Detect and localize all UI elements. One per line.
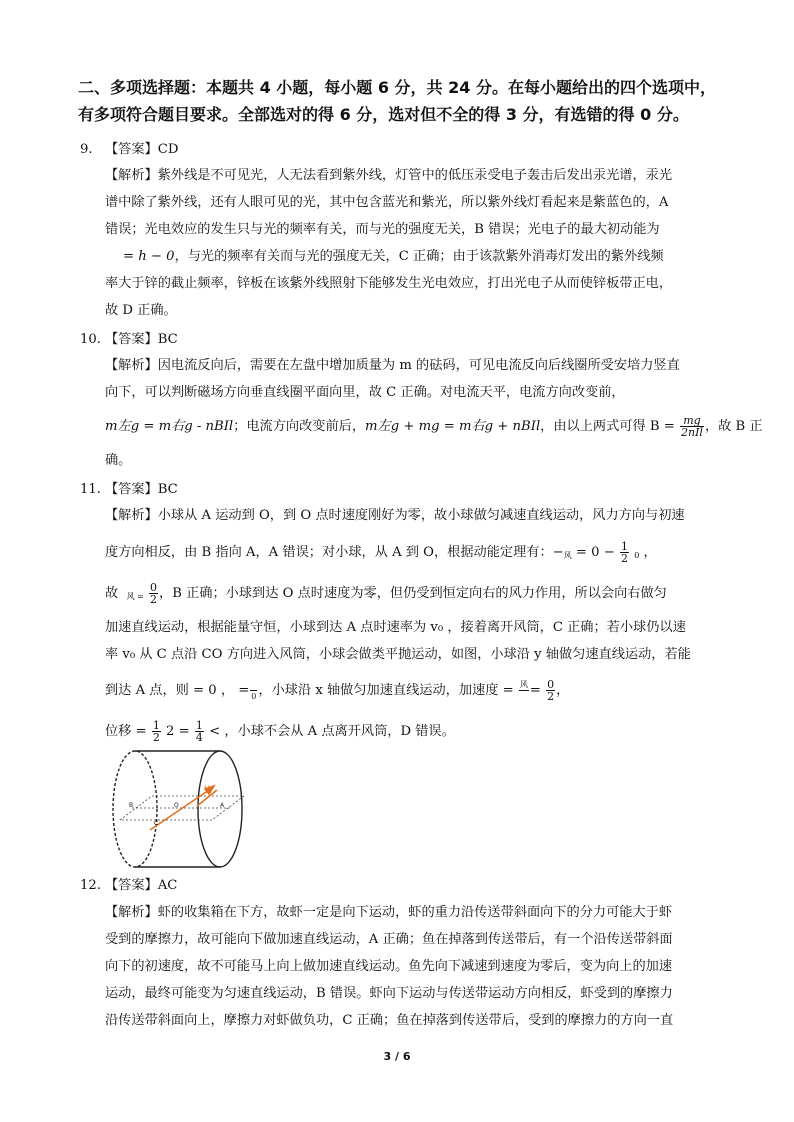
question-10-analysis-line: 向下，可以判断磁场方向垂直线圈平面向里，故 C 正确。对电流天平，电流方向改变前， (105, 385, 625, 400)
question-12-analysis-line: 运动，最终可能变为匀速直线运动，B 错误。虾向下运动与传送带运动方向相反，虾受到的摩擦力 (105, 986, 673, 1001)
question-10-analysis-line: m左g = m右g - nBIl；电流方向改变前后，m左g + mg = m右g + nBIl，由以上两式可得 B = $\frac{mg}{\text{2nIl}}$ ，故 B 正 (105, 414, 763, 439)
section-heading: 二、多项选择题：本题共 4 小题，每小题 6 分，共 24 分。在每小题给出的四个选项中，有多项符合题目要求。全部选对的得 6 分，选对但不全的得 3 分，有选错的得 0 分。 (78, 78, 716, 124)
question-9-analysis-line: 【解析】紫外线是不可见光，人无法看到紫外线，灯管中的低压汞受电子轰击后发出汞光谱，汞光 (105, 168, 673, 183)
question-9-analysis-line: 故 D 正确。 (105, 303, 177, 318)
label-y: y (204, 783, 210, 794)
question-9-answer: 【答案】CD (105, 142, 179, 157)
question-9-analysis-line: 错误；光电效应的发生只与光的频率有关，而与光的强度无关，B 错误；光电子的最大初动能为 (105, 222, 660, 237)
label-b: B (129, 802, 134, 809)
equation-after: m左g + mg = m右g + nBIl (365, 419, 541, 434)
question-12-analysis-line: 【解析】虾的收集箱在下方，故虾一定是向下运动，虾的重力沿传送带斜面向下的分力可能大于虾 (105, 905, 673, 920)
question-12-number: 12. (80, 878, 101, 893)
question-11-analysis-line: 度方向相反，由 B 指向 A，A 错误；对小球，从 A 到 O，根据动能定理有：$-_风 = 0$ − $\frac{1}{2}$ $_0$ ， (105, 540, 657, 565)
question-12-analysis-line: 受到的摩擦力，故可能向下做加速直线运动，A 正确；鱼在掉落到传送带后，有一个沿传送带斜面 (105, 932, 673, 947)
question-9-analysis-line: = h − 0，与光的频率有关而与光的强度无关，C 正确；由于该款紫外消毒灯发出的紫外线频 (123, 249, 664, 264)
question-9-analysis-line: 谱中除了紫外线，还有人眼可见的光，其中包含蓝光和紫光，所以紫外线灯看起来是紫蓝色的，A (105, 195, 669, 210)
question-9-analysis-line: 率大于锌的截止频率，锌板在该紫外线照射下能够发生光电效应，打出光电子从而使锌板带正电， (105, 276, 673, 291)
trajectory-arrow (150, 788, 212, 830)
question-10-analysis-line: 【解析】因电流反向后，需要在左盘中增加质量为 m 的砝码，可见电流反向后线圈所受安培力竖直 (105, 358, 680, 373)
question-11-analysis-line: 到达 A 点，则 = 0 ， = 0 ，小球沿 x 轴做匀加速直线运动，加速度 = 风 = $\frac{0}{2}$ ， (105, 678, 570, 703)
wind-tube-figure (112, 748, 262, 870)
question-11-analysis-line: 位移 = $\frac{1}{2}$ 2 = $\frac{1}{4}$ < ，小球不会从 A 点离开风筒，D 错误。 (105, 719, 455, 744)
question-12-analysis-line: 向下的初速度，故不可能马上向上做加速直线运动。鱼先向下减速到速度为零后，变为向上的加速 (105, 959, 673, 974)
label-c: C (154, 820, 159, 827)
question-11-answer: 【答案】BC (105, 482, 178, 497)
result-fraction: $\frac{mg}{\text{2nIl}}$ (681, 414, 703, 439)
question-11-analysis-line: 加速直线运动，根据能量守恒，小球到达 A 点时速率为 v₀ ，接着离开风筒，C 正确；若小球仍以速 (105, 620, 686, 635)
page-number: 3 / 6 (383, 1050, 411, 1063)
question-11-analysis-line: 率 v₀ 从 C 点沿 CO 方向进入风筒，小球会做类平抛运动，如图，小球沿 y 轴做匀速直线运动，若能 (105, 647, 691, 662)
question-11-analysis-line: 故 $_{风 =}$ $\frac{0}{2}$ ，B 正确；小球到达 O 点时速度为零，但仍受到恒定向右的风力作用，所以会向右做匀 (105, 581, 667, 606)
question-11-analysis-line: 【解析】小球从 A 运动到 O，到 O 点时速度刚好为零，故小球做匀减速直线运动，风力方向与初速 (105, 508, 685, 523)
question-12-answer: 【答案】AC (105, 878, 178, 893)
question-10-number: 10. (80, 332, 101, 347)
label-a: A (220, 802, 225, 809)
question-9-number: 9. (80, 142, 93, 157)
label-o: O (174, 802, 179, 809)
question-10-analysis-line: 确。 (105, 453, 132, 468)
kinetic-energy-formula: = h − 0 (123, 249, 175, 264)
equation-before: m左g = m右g - nBIl (105, 419, 234, 434)
question-10-answer: 【答案】BC (105, 332, 178, 347)
tube-right-end (198, 751, 242, 867)
tube-left-end (113, 751, 157, 867)
question-11-number: 11. (80, 482, 101, 497)
question-12-analysis-line: 沿传送带斜面向上，摩擦力对虾做负功，C 正确；鱼在掉落到传送带后，受到的摩擦力的方向一直 (105, 1013, 674, 1028)
